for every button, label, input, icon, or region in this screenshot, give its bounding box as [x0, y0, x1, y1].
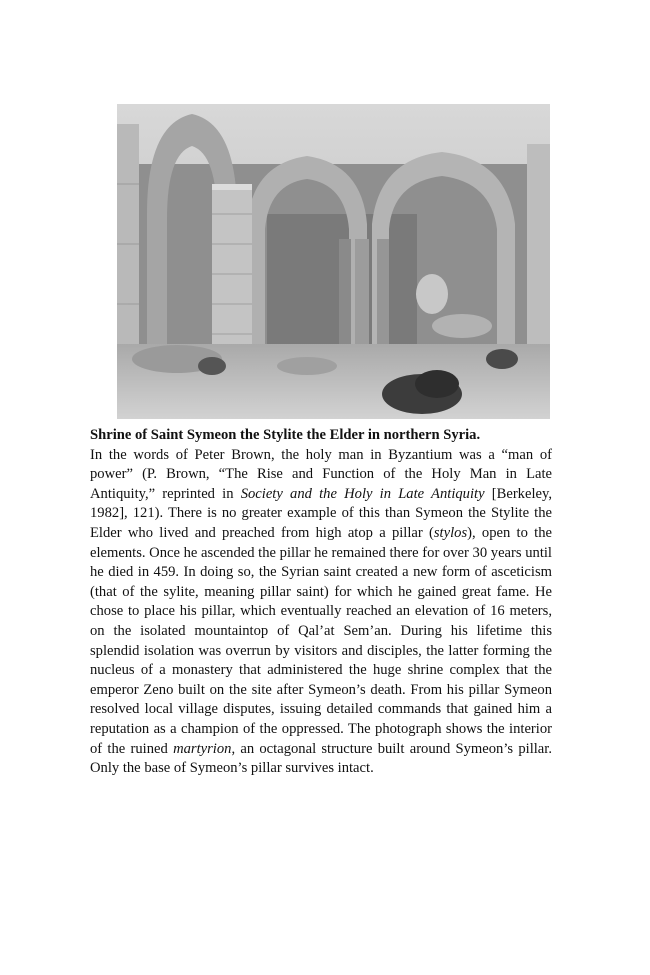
caption-text-2: [Berkeley, 1982], 121). There is no greater example of this than Symeon the Stylite the Elder who lived and preached from high atop a pillar (	[90, 485, 552, 541]
caption-book-title: Society and the Holy in Late Antiquity	[240, 485, 485, 502]
caption-term-stylos: stylos	[433, 524, 468, 541]
photo-graphic	[117, 104, 550, 419]
caption-title: Shrine of Saint Symeon the Stylite the Elder in northern Syria.	[90, 427, 481, 443]
caption-text-3: ), open to the elements. Once he ascended the pillar he remained there for over 30 years until he died in 459. In doing so, the Syrian saint created a new form of asceticism (that of the sylite, meaning pillar saint) for which he gained great fame. He chose to place his pillar, which eventually reached an elevation of 16 meters, on the isolated mountaintop of Qal’at Sem’an. During his lifetime this splendid isolation was overrun by visitors and disciples, the latter forming the nucleus of a monastery that administered the huge shrine complex that the emperor Zeno built on the site after Symeon’s death. From his pillar Symeon resolved local village disputes, issuing detailed commands that gained him a reputation as a champion of the oppressed. The photograph shows the interior of the ruined	[90, 524, 552, 757]
caption-body	[90, 446, 552, 779]
caption-text-4: , an octagonal structure built around Symeon’s pillar. Only the base of Symeon’s pillar survives intact.	[90, 740, 552, 777]
caption	[90, 426, 552, 779]
caption-term-martyrion: martyrion	[173, 740, 232, 757]
ruined-arches-photo	[117, 104, 550, 419]
caption-text-1: In the words of Peter Brown, the holy man in Byzantium was a “man of power” (P. Brown, “The Rise and Function of the Holy Man in Late Antiquity,” reprinted in	[90, 446, 552, 502]
